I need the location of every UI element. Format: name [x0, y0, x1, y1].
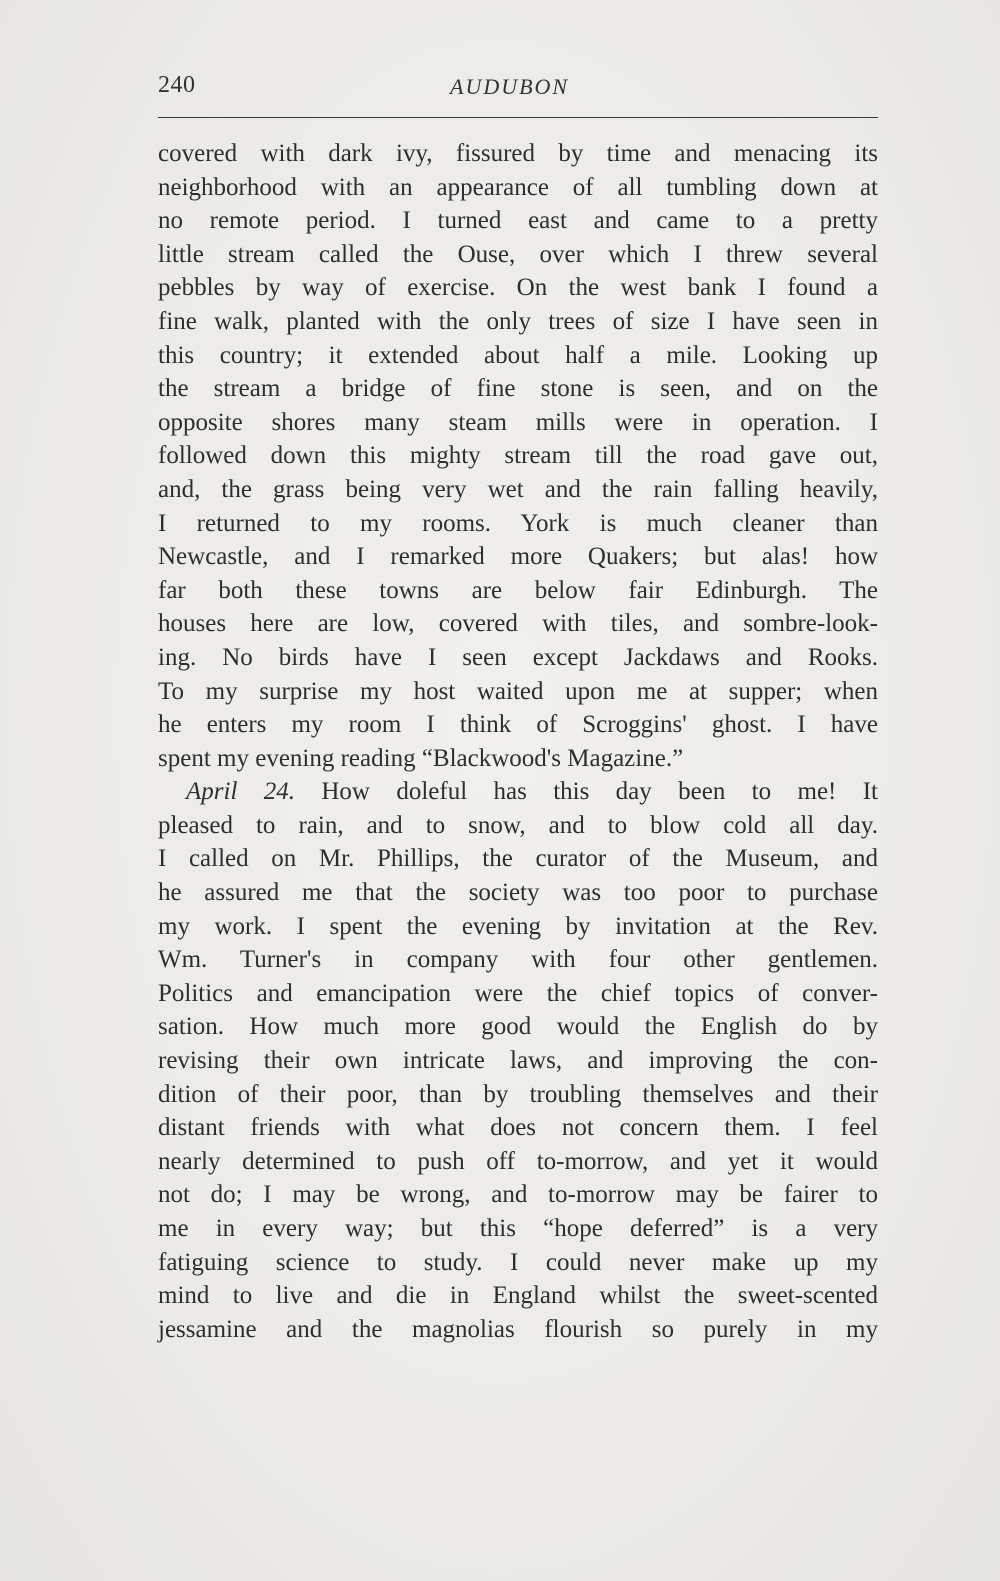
text-line: the stream a bridge of fine stone is seen, and on the	[158, 375, 878, 403]
text-line: opposite shores many steam mills were in operation. I	[158, 408, 878, 436]
text-line: followed down this mighty stream till the road gave out,	[158, 442, 878, 470]
entry-date: April 24.	[186, 778, 296, 806]
text-line: jessamine and the magnolias flourish so purely in my	[158, 1315, 878, 1343]
text-line: pebbles by way of exercise. On the west bank I found a	[158, 274, 878, 302]
running-head	[158, 68, 876, 108]
text-line: me in every way; but this “hope deferred” is a very	[158, 1215, 878, 1242]
text-line: spent my evening reading “Blackwood's Magazine.”	[158, 744, 684, 772]
text-line: he enters my room I think of Scroggins' ghost. I have	[158, 711, 878, 739]
text-line: distant friends with what does not concern them. I feel	[158, 1114, 878, 1142]
text-line: this country; it extended about half a mile. Looking up	[158, 341, 878, 369]
text-line: houses here are low, covered with tiles, and sombre-look-	[158, 610, 878, 638]
text-line: no remote period. I turned east and came to a pretty	[158, 207, 878, 235]
text-line: my work. I spent the evening by invitation at the Rev.	[158, 912, 878, 940]
text-line: mind to live and die in England whilst the sweet-scented	[158, 1282, 878, 1310]
text-line: neighborhood with an appearance of all tumbling down at	[158, 173, 878, 201]
text-line: ing. No birds have I seen except Jackdaws and Rooks.	[158, 643, 878, 671]
entry-first-line	[158, 775, 878, 809]
text-line: not do; I may be wrong, and to-morrow may be fairer to	[158, 1181, 878, 1209]
text-line: covered with dark ivy, fissured by time and menacing its	[158, 140, 878, 167]
text-line: fine walk, planted with the only trees of size I have seen in	[158, 307, 878, 335]
text-line: dition of their poor, than by troubling themselves and their	[158, 1080, 878, 1108]
text-line: he assured me that the society was too poor to purchase	[158, 879, 878, 907]
text-line: and, the grass being very wet and the rain falling heavily,	[158, 475, 878, 503]
text-line: sation. How much more good would the English do by	[158, 1013, 878, 1041]
text-line: Politics and emancipation were the chief topics of conver-	[158, 979, 878, 1007]
text-line: I called on Mr. Phillips, the curator of the Museum, and	[158, 845, 878, 873]
text-line: far both these towns are below fair Edinburgh. The	[158, 576, 878, 604]
text-line: Wm. Turner's in company with four other gentlemen.	[158, 946, 878, 974]
running-title: AUDUBON	[450, 74, 570, 99]
text-line: revising their own intricate laws, and improving the con-	[158, 1047, 878, 1075]
text-line: Newcastle, and I remarked more Quakers; but alas! how	[158, 543, 878, 571]
text-line: To my surprise my host waited upon me at supper; when	[158, 677, 878, 705]
text-line: fatiguing science to study. I could never make up my	[158, 1248, 878, 1276]
text-line: little stream called the Ouse, over which I threw several	[158, 240, 878, 268]
text-line: I returned to my rooms. York is much cleaner than	[158, 509, 878, 537]
header-rule	[158, 117, 878, 118]
text-line: nearly determined to push off to-morrow, and yet it would	[158, 1147, 878, 1175]
page-number: 240	[158, 72, 196, 98]
body-text	[158, 137, 878, 1346]
text-line: pleased to rain, and to snow, and to blow cold all day.	[158, 811, 878, 839]
entry-first-line-text: How doleful has this day been to me! It	[321, 778, 878, 806]
